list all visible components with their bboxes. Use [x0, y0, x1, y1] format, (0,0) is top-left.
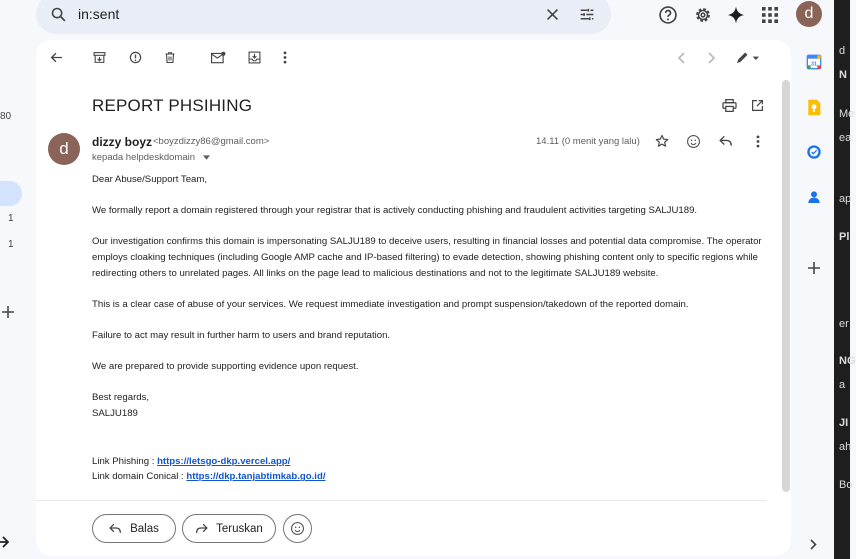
closing-text: Best regards, — [92, 392, 150, 404]
prev-email-icon[interactable] — [677, 52, 685, 64]
recipient-label: kepada helpdeskdomain — [92, 152, 195, 163]
window-text: NG — [839, 355, 856, 367]
window-text: a — [839, 379, 846, 391]
forward-button[interactable] — [182, 514, 276, 543]
reply-label: Balas — [130, 522, 159, 535]
add-label-icon[interactable] — [2, 306, 14, 318]
add-app-icon[interactable] — [808, 262, 820, 274]
chevron-right-icon[interactable] — [810, 539, 817, 550]
window-text: Pl — [839, 231, 850, 243]
greeting-text: Dear Abuse/Support Team, — [92, 174, 208, 185]
open-new-window-icon[interactable] — [751, 99, 764, 112]
gear-icon[interactable] — [693, 5, 713, 25]
keep-icon[interactable] — [806, 99, 822, 116]
chevron-down-icon[interactable] — [203, 155, 210, 160]
help-icon[interactable] — [658, 5, 678, 25]
report-spam-icon[interactable] — [129, 51, 142, 64]
window-text: d — [839, 45, 846, 57]
domain-link[interactable]: https://dkp.tanjabtimkab.go.id/ — [186, 471, 326, 483]
divider — [36, 500, 766, 501]
window-text: er — [839, 318, 849, 330]
window-text: Me — [839, 108, 855, 120]
sidebar-item-active[interactable] — [0, 181, 22, 206]
side-panel — [795, 40, 831, 559]
emoji-icon — [290, 521, 305, 536]
search-options-icon[interactable] — [578, 6, 596, 23]
archive-icon[interactable] — [93, 51, 106, 64]
label-count: 80 — [0, 111, 12, 122]
next-email-icon[interactable] — [708, 52, 716, 64]
recipient-details[interactable] — [92, 152, 210, 163]
forward-icon — [195, 523, 208, 534]
window-text: ea — [839, 132, 852, 144]
window-text: ah — [839, 441, 852, 453]
svg-text:31: 31 — [811, 61, 817, 68]
scrollbar[interactable] — [782, 80, 790, 492]
label-count: 1 — [8, 213, 14, 224]
emoji-reaction-icon[interactable] — [686, 134, 701, 149]
email-timestamp: 14.11 (0 menit yang lalu) — [536, 136, 640, 147]
reply-icon — [109, 523, 122, 534]
adjacent-window — [834, 0, 856, 559]
search-input[interactable] — [78, 4, 528, 24]
calendar-icon[interactable] — [806, 54, 822, 70]
window-text: JI — [839, 417, 849, 429]
arrow-right-icon[interactable] — [0, 535, 10, 549]
apps-grid-icon[interactable] — [762, 5, 778, 23]
reply-icon[interactable] — [719, 135, 733, 147]
sender-avatar[interactable]: d — [48, 133, 80, 165]
body-paragraph: Failure to act may result in further harm to users and brand reputation. — [92, 329, 391, 341]
emoji-button[interactable] — [283, 514, 312, 543]
contacts-icon[interactable] — [806, 189, 822, 205]
back-arrow-icon[interactable] — [50, 51, 63, 64]
label-count: 1 — [8, 239, 14, 250]
mark-unread-icon[interactable] — [211, 51, 226, 64]
link-label: Link Phishing : — [92, 455, 158, 467]
body-paragraph: We formally report a domain registered through your registrar that is actively conducting phishing and fraudulent activities targeting SALJU189. — [92, 205, 698, 217]
signature-text: SALJU189 — [92, 407, 138, 419]
sender-name: dizzy boyz — [92, 135, 153, 149]
email-body — [92, 172, 772, 485]
search-icon[interactable] — [50, 6, 67, 23]
tasks-icon[interactable] — [806, 144, 822, 160]
window-text: Bo — [839, 479, 853, 491]
window-text: ap — [839, 193, 852, 205]
account-avatar[interactable]: d — [796, 1, 822, 27]
snooze-download-icon[interactable] — [248, 51, 261, 64]
link-label: Link domain Conical : — [92, 471, 187, 483]
window-text: N — [839, 69, 847, 81]
email-subject: REPORT PHSIHING — [92, 96, 253, 115]
more-vertical-icon[interactable] — [756, 135, 760, 148]
body-paragraph: We are prepared to provide supporting evidence upon request. — [92, 361, 359, 373]
star-icon[interactable] — [655, 134, 669, 148]
delete-icon[interactable] — [164, 51, 176, 64]
body-paragraph: Our investigation confirms this domain is impersonating SALJU189 to deceive users, resulting in financial losses and potential data compromise. The operator employs cloaking techniques (including Google AMP cache and IP-based filtering) to evade detection, showing phishing content only to specific regions while redirecting others to unrelated pages. All links on the page lead to malicious destinations and not to the legitimate SALJU189 website. — [92, 236, 762, 279]
sender-email: <boyzdizzy86@gmail.com> — [153, 136, 270, 147]
print-icon[interactable] — [722, 99, 737, 112]
reply-button[interactable] — [92, 514, 176, 543]
gemini-icon[interactable] — [726, 5, 746, 25]
forward-label: Teruskan — [216, 522, 263, 535]
body-paragraph: This is a clear case of abuse of your services. We request immediate investigation and prompt suspension/takedown of the reported domain. — [92, 298, 689, 310]
phishing-link[interactable]: https://letsgo-dkp.vercel.app/ — [157, 455, 291, 467]
input-tools-icon[interactable] — [736, 52, 760, 64]
close-icon[interactable] — [544, 6, 561, 23]
more-vertical-icon[interactable] — [283, 51, 287, 64]
